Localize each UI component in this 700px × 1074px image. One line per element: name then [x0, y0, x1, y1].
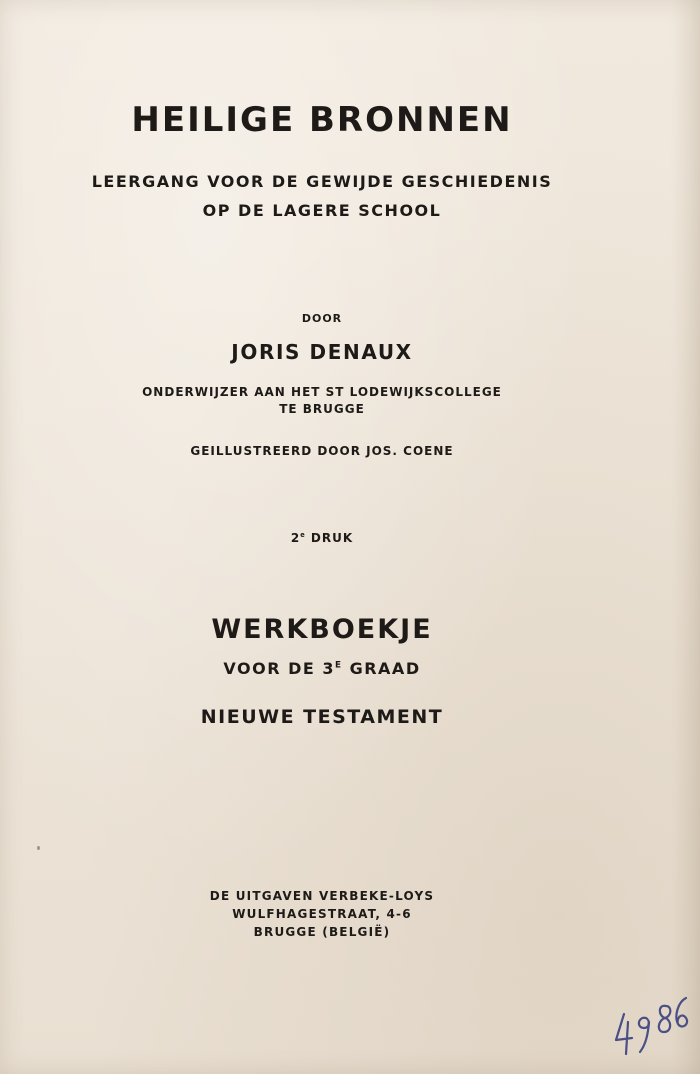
illustrator-credit: GEILLUSTREERD DOOR JOS. COENE	[190, 444, 454, 458]
edition-number: 2	[290, 531, 301, 545]
subtitle-line-2: OP DE LAGERE SCHOOL	[202, 201, 442, 220]
edition-line	[0, 531, 672, 545]
handwritten-note-4986	[610, 992, 692, 1058]
edition-label: DRUK	[310, 531, 354, 545]
page-edge-shadow	[670, 0, 700, 1074]
grade-label: GRAAD	[349, 659, 421, 678]
grade-line	[0, 659, 672, 678]
workbook-title: WERKBOEKJE	[211, 614, 433, 645]
publisher-city: BRUGGE (BELGIË)	[253, 925, 391, 939]
grade-prefix: VOOR DE 3	[223, 659, 335, 678]
subtitle-line-1: LEERGANG VOOR DE GEWIJDE GESCHIEDENIS	[91, 172, 553, 191]
author-role-line-2: TE BRUGGE	[279, 402, 365, 416]
publisher-street: WULFHAGESTRAAT, 4-6	[232, 907, 412, 921]
author-role-line-1: ONDERWIJZER AAN HET ST LODEWIJKSCOLLEGE	[142, 385, 502, 399]
paper-speck	[37, 846, 40, 850]
publisher-name: DE UITGAVEN VERBEKE-LOYS	[209, 889, 435, 903]
section-title: NIEUWE TESTAMENT	[200, 706, 444, 728]
edition-superscript: e	[300, 531, 306, 539]
author-name: JORIS DENAUX	[231, 340, 413, 364]
grade-superscript: E	[335, 660, 343, 671]
book-title: HEILIGE BRONNEN	[131, 100, 513, 140]
by-label: DOOR	[301, 312, 343, 325]
